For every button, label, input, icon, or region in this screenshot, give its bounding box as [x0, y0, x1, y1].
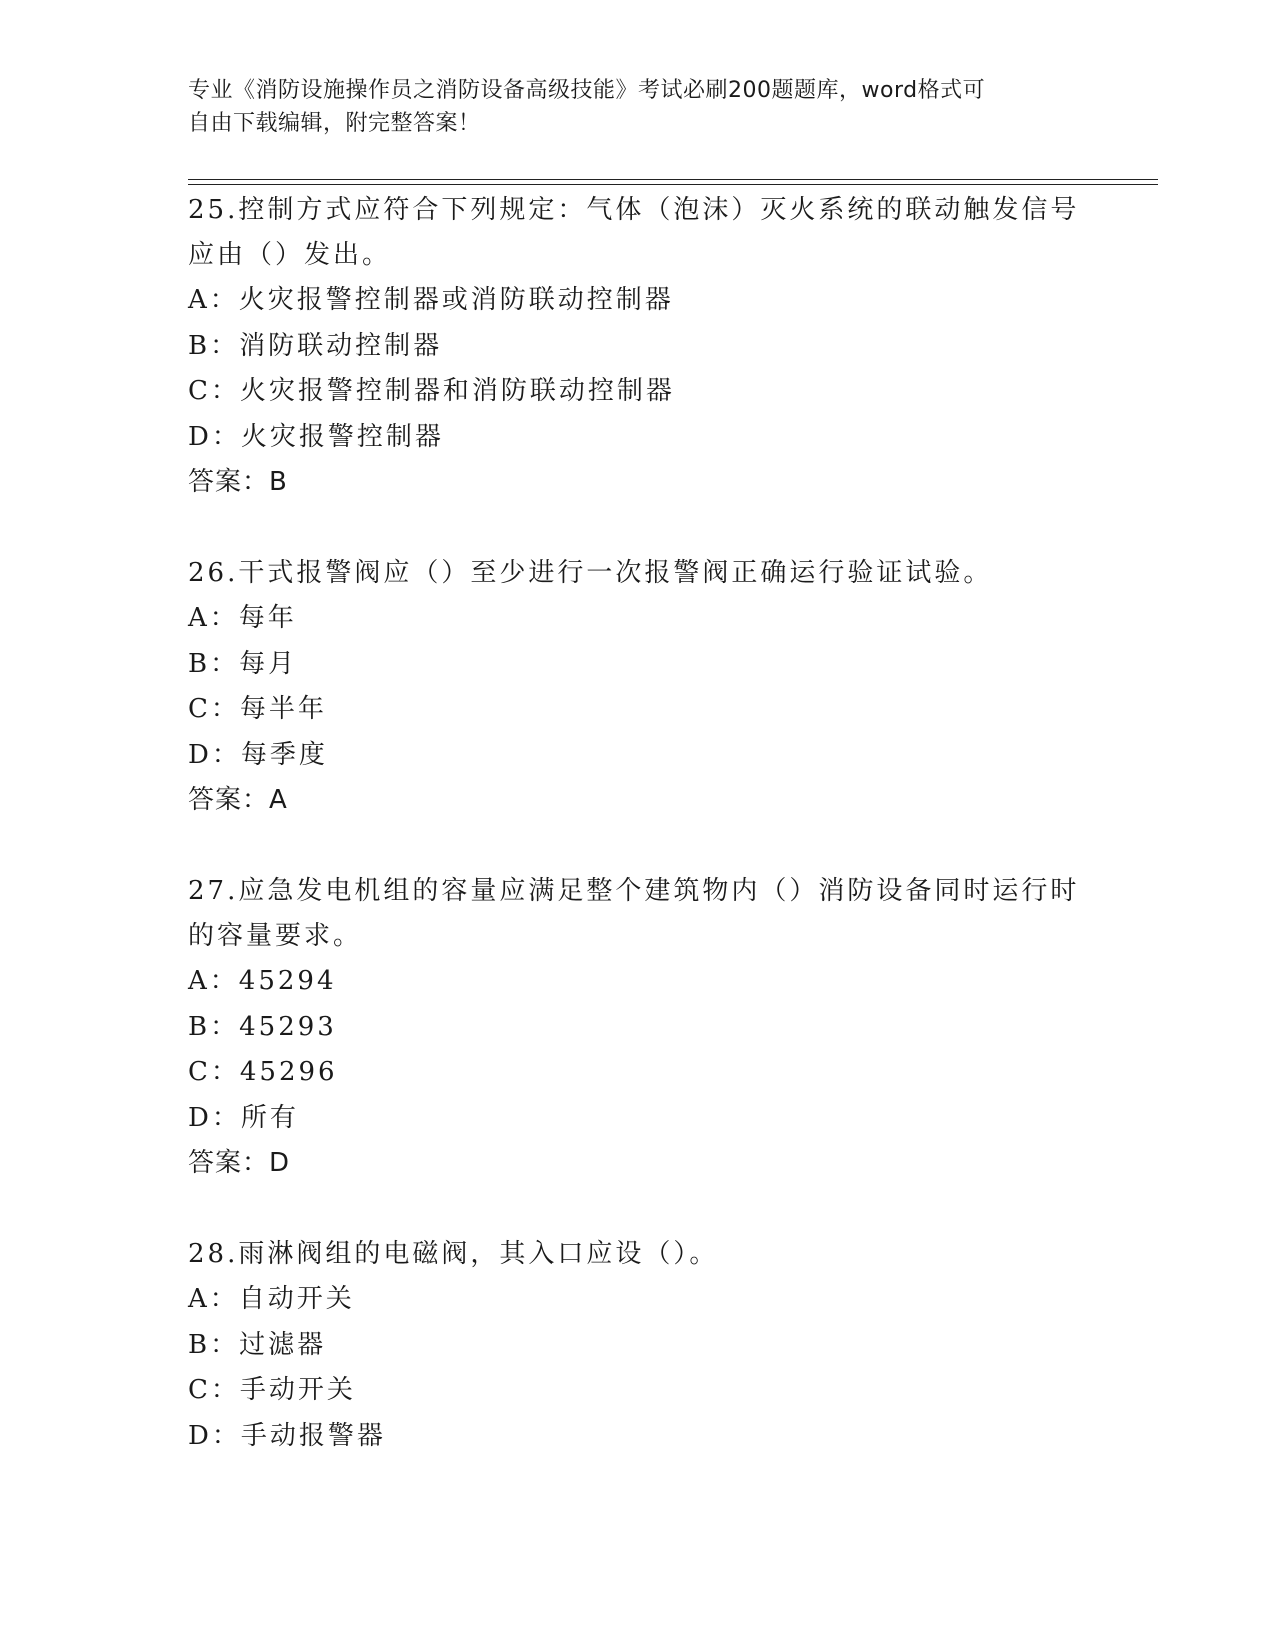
question-25	[188, 188, 1088, 505]
question-26	[188, 551, 1088, 823]
option-c: C：手动开关	[188, 1375, 356, 1405]
option-b: B：消防联动控制器	[188, 330, 443, 361]
question-spacer	[188, 505, 1088, 551]
header-divider-top	[188, 179, 1158, 180]
option-a: A：火灾报警控制器或消防联动控制器	[188, 285, 674, 315]
option-a: A：45294	[188, 966, 337, 996]
option-c: C：每半年	[188, 694, 327, 724]
question-list	[188, 188, 1088, 1459]
header-divider-bottom	[188, 184, 1158, 185]
question-28	[188, 1232, 1088, 1459]
question-stem-line: 25.控制方式应符合下列规定：气体（泡沫）灭火系统的联动触发信号	[188, 195, 1080, 225]
answer-line: 答案：A	[188, 785, 288, 815]
question-stem-line: 应由（）发出。	[188, 240, 392, 270]
option-a: A：每年	[188, 603, 297, 633]
question-stem-line: 28.雨淋阀组的电磁阀，其入口应设（）。	[188, 1239, 719, 1269]
answer-line: 答案：B	[188, 467, 288, 497]
option-b: B：过滤器	[188, 1329, 327, 1360]
option-d: D：火灾报警控制器	[188, 421, 444, 452]
question-stem-line: 26.干式报警阀应（）至少进行一次报警阀正确运行验证试验。	[188, 558, 993, 588]
question-stem-line: 的容量要求。	[188, 921, 363, 951]
option-c: C：火灾报警控制器和消防联动控制器	[188, 376, 675, 406]
option-d: D：每季度	[188, 739, 328, 770]
option-d: D：所有	[188, 1102, 299, 1133]
option-b: B：45293	[188, 1011, 337, 1042]
option-c: C：45296	[188, 1057, 338, 1087]
question-27	[188, 869, 1088, 1186]
question-stem-line: 27.应急发电机组的容量应满足整个建筑物内（）消防设备同时运行时	[188, 876, 1080, 906]
answer-line: 答案：D	[188, 1148, 291, 1178]
header-line-1: 专业《消防设施操作员之消防设备高级技能》考试必刷200题题库，word格式可	[188, 78, 986, 103]
question-spacer	[188, 823, 1088, 869]
header-line-2: 自由下载编辑，附完整答案！	[188, 111, 481, 136]
document-header	[188, 74, 1088, 140]
option-d: D：手动报警器	[188, 1420, 386, 1451]
option-b: B：每月	[188, 648, 298, 679]
question-spacer	[188, 1186, 1088, 1232]
option-a: A：自动开关	[188, 1284, 355, 1314]
